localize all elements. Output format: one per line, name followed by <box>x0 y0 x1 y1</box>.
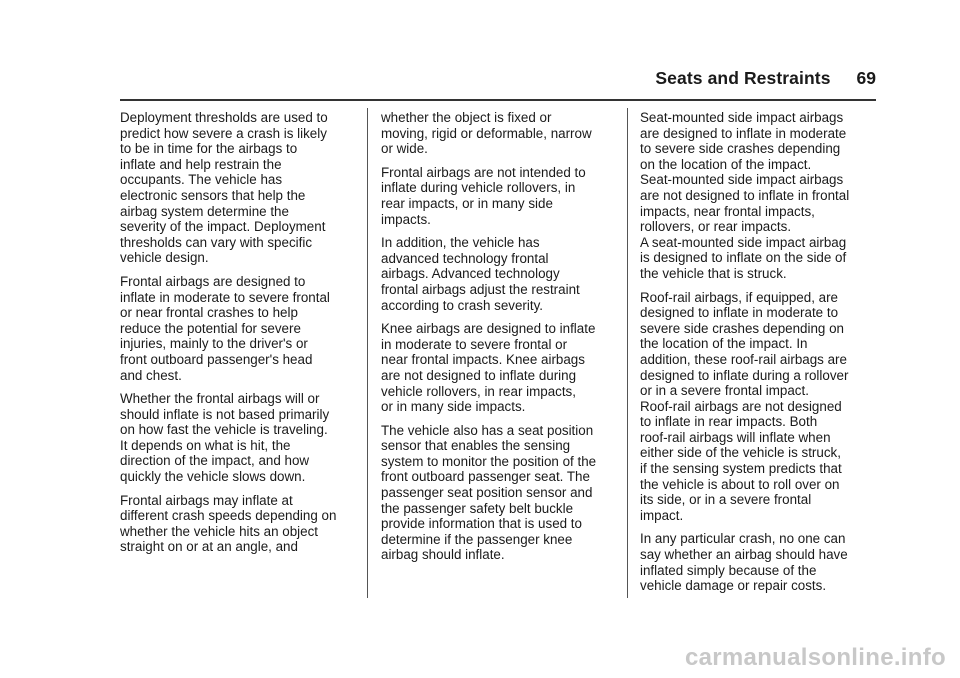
paragraph: Whether the frontal airbags will or should inflate is not based primarily on how fast the vehicle is traveling. It depends on what is hit, the direction of the impact, and how quickly the vehicle slows down. <box>120 391 330 485</box>
page-header <box>120 68 876 89</box>
watermark: carmanualsonline.info <box>684 644 946 671</box>
header-rule <box>120 99 876 101</box>
text-column-2 <box>381 110 619 571</box>
paragraph: Deployment thresholds are used to predict how severe a crash is likely to be in time for the airbags to inflate and help restrain the occupants. The vehicle has electronic sensors that help the airbag system determine the severity of the impact. Deployment thresholds can vary with specific vehicle design. <box>120 110 328 266</box>
paragraph: Seat-mounted side impact airbags are designed to inflate in moderate to severe side crashes depending on the location of the impact. Seat-mounted side impact airbags are not designed to inflate in frontal impacts, near frontal impacts, rollovers, or rear impacts. A seat-mounted side impact airbag is designed to inflate on the side of the vehicle that is struck. <box>640 110 850 281</box>
paragraph: Roof-rail airbags, if equipped, are designed to inflate in moderate to severe side crashes depending on the location of the impact. In addition, these roof-rail airbags are designed to inflate during a rollover or in a severe frontal impact. Roof-rail airbags are not designed to inflate in rear impacts. Both roof-rail airbags will inflate when either side of the vehicle is struck, if the sensing system predicts that the vehicle is about to roll over on its side, or in a severe frontal impact. <box>640 289 849 523</box>
paragraph: The vehicle also has a seat position sensor that enables the sensing system to monitor the position of the front outboard passenger seat. The passenger seat position sensor and the passenger safety belt buckle provide information that is used to determine if the passenger knee airbag should inflate. <box>381 422 597 563</box>
paragraph: In any particular crash, no one can say whether an airbag should have inflated simply because of the vehicle damage or repair costs. <box>640 531 848 594</box>
paragraph: Frontal airbags may inflate at different crash speeds depending on whether the vehicle hits an object straight on or at an angle, and <box>120 492 337 555</box>
column-divider <box>627 108 628 598</box>
page-number: 69 <box>856 68 876 88</box>
paragraph: In addition, the vehicle has advanced technology frontal airbags. Advanced technology frontal airbags adjust the restraint according to crash severity. <box>381 235 580 313</box>
paragraph: Frontal airbags are not intended to inflate during vehicle rollovers, in rear impacts, or in many side impacts. <box>381 164 586 227</box>
text-column-1 <box>120 110 358 563</box>
paragraph: Knee airbags are designed to inflate in moderate to severe frontal or near frontal impacts. Knee airbags are not designed to inflate during vehicle rollovers, in rear impacts, or in many side impacts. <box>381 321 596 415</box>
column-divider <box>367 108 368 598</box>
section-title: Seats and Restraints <box>655 68 831 88</box>
paragraph: Frontal airbags are designed to inflate in moderate to severe frontal or near frontal crashes to help reduce the potential for severe injuries, mainly to the driver's or front outboard passenger's head and chest. <box>120 273 330 383</box>
paragraph: whether the object is fixed or moving, rigid or deformable, narrow or wide. <box>381 110 592 157</box>
text-column-3 <box>640 110 878 602</box>
